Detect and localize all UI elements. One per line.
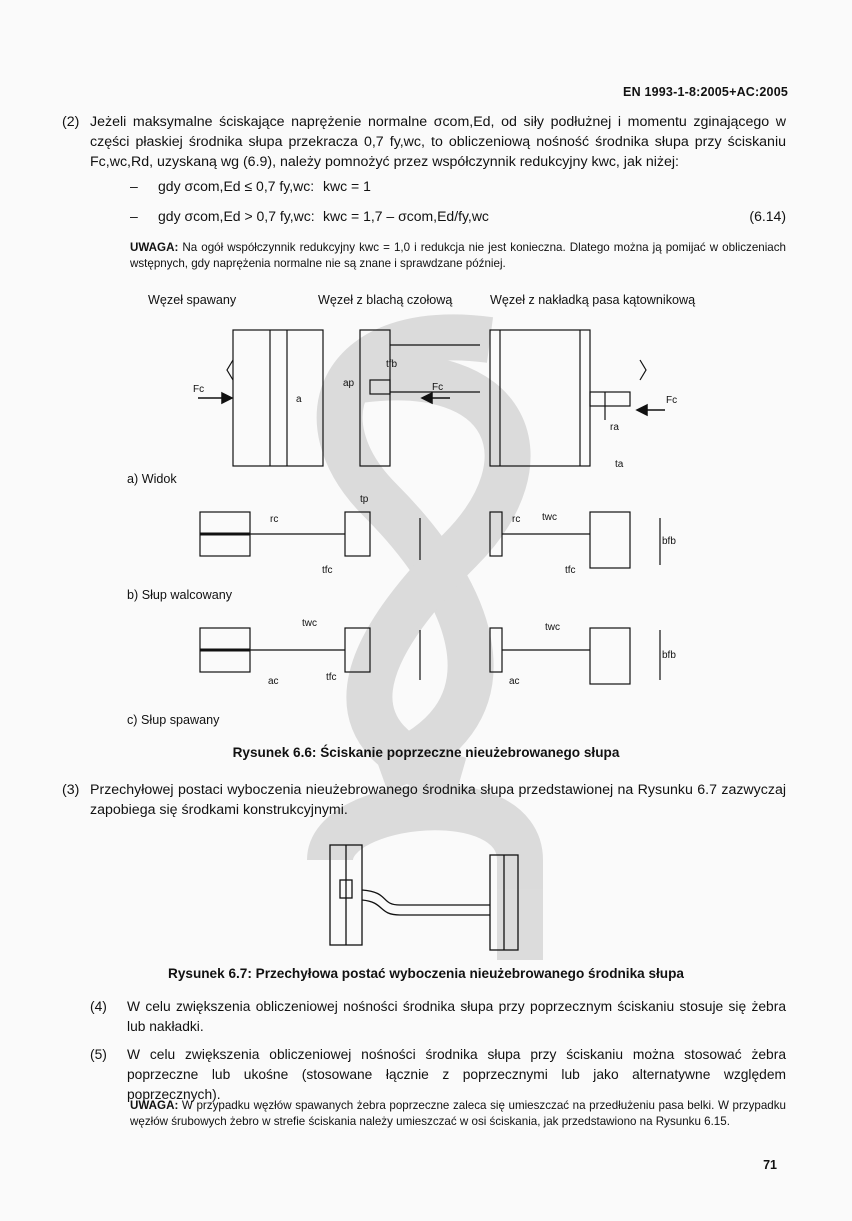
fig66-col-endplate: Węzeł z blachą czołową bbox=[318, 293, 453, 307]
label-ac-2: ac bbox=[509, 676, 520, 687]
label-tp: tp bbox=[360, 494, 369, 505]
label-bfb: bfb bbox=[662, 536, 676, 547]
figure-6-7-caption: Rysunek 6.7: Przechyłowa postać wyboczenia nieużebrowanego środnika słupa bbox=[168, 966, 684, 981]
condition-2: gdy σcom,Ed > 0,7 fy,wc: bbox=[158, 208, 315, 224]
fig66-row-c: c) Słup spawany bbox=[127, 713, 220, 727]
label-rc: rc bbox=[270, 514, 279, 525]
label-tfc-2: tfc bbox=[565, 565, 576, 576]
note-label: UWAGA: bbox=[130, 241, 179, 254]
condition-2-dash: – bbox=[130, 208, 138, 224]
note-label: UWAGA: bbox=[130, 1099, 179, 1112]
fig66-row-b: b) Słup walcowany bbox=[127, 588, 232, 602]
label-Fc-3: Fc bbox=[666, 395, 678, 406]
label-tfc: tfc bbox=[322, 565, 333, 576]
paragraph-text: Jeżeli maksymalne ściskające naprężenie normalne σcom,Ed, od siły podłużnej i momentu zginającego w części płaskiej środnika słupa przekracza 0,7 fy,wc, to obliczeniową nośność środnika słupa przy ściskaniu Fc,wc,Rd, uzyskaną wg (6.9), należy pomnożyć przez współczynnik redukcyjny kwc, jak niżej: bbox=[90, 114, 786, 170]
paragraph-4 bbox=[90, 997, 786, 1037]
label-ra: ra bbox=[610, 422, 619, 433]
paragraph-5 bbox=[90, 1045, 786, 1105]
paragraph-text: Przechyłowej postaci wyboczenia nieużebrowanego środnika słupa przedstawionej na Rysunku 6.7 zazwyczaj zapobiega się środkami konstrukcyjnymi. bbox=[90, 782, 786, 818]
condition-1: gdy σcom,Ed ≤ 0,7 fy,wc: bbox=[158, 178, 315, 194]
label-twc-c: twc bbox=[302, 618, 317, 629]
condition-1-dash: – bbox=[130, 178, 138, 194]
equation-number: (6.14) bbox=[749, 208, 786, 224]
condition-1-value: kwc = 1 bbox=[323, 178, 371, 194]
paragraph-number: (2) bbox=[62, 114, 80, 130]
paragraph-text: W celu zwiększenia obliczeniowej nośności środnika słupa przy poprzecznym ściskaniu stosuje się żebra lub nakładki. bbox=[127, 999, 786, 1034]
paragraph-number: (5) bbox=[90, 1047, 107, 1062]
fig66-row-a: a) Widok bbox=[127, 472, 177, 486]
label-twc: twc bbox=[542, 512, 557, 523]
note-text: Na ogół współczynnik redukcyjny kwc = 1,0 i redukcja nie jest konieczna. Dlatego można ją pomijać w obliczeniach wstępnych, gdy naprężenia normalne nie są znane i sprawdzane później. bbox=[130, 241, 786, 270]
paragraph-text: W celu zwiększenia obliczeniowej nośności środnika słupa przy ściskaniu można stosować żebra poprzeczne lub ukośne (stosowane łącznie z poprzecznymi lub jako alternatywne względem poprzecznych). bbox=[127, 1047, 786, 1102]
fig66-col-angle-cleat: Węzeł z nakładką pasa kątownikową bbox=[490, 293, 696, 307]
label-Fc-1: Fc bbox=[193, 384, 205, 395]
figure-6-6-caption: Rysunek 6.6: Ściskanie poprzeczne nieużebrowanego słupa bbox=[232, 745, 620, 760]
label-rc-2: rc bbox=[512, 514, 521, 525]
note-text: W przypadku węzłów spawanych żebra poprzeczne zaleca się umieszczać na przedłużeniu pasa belki. W przypadku węzłów śrubowych żebro w strefie ściskania należy umieszczać w osi ściskania, jak przedstawiono na Rysunku 6.15. bbox=[130, 1099, 786, 1128]
document-header: EN 1993-1-8:2005+AC:2005 bbox=[623, 85, 788, 99]
label-ap: ap bbox=[343, 378, 355, 389]
condition-2-value: kwc = 1,7 – σcom,Ed/fy,wc bbox=[323, 208, 489, 224]
label-bfb-c: bfb bbox=[662, 650, 676, 661]
fig66-col-welded: Węzeł spawany bbox=[148, 293, 237, 307]
label-twc-c2: twc bbox=[545, 622, 560, 633]
label-a: a bbox=[296, 394, 302, 405]
page-number: 71 bbox=[763, 1158, 777, 1172]
note-2 bbox=[130, 1098, 786, 1130]
label-ta: ta bbox=[615, 459, 624, 470]
label-tfb: tfb bbox=[386, 359, 398, 370]
label-Fc-2: Fc bbox=[432, 382, 444, 393]
paragraph-number: (4) bbox=[90, 999, 107, 1014]
label-tfc-c: tfc bbox=[326, 672, 337, 683]
label-ac: ac bbox=[268, 676, 279, 687]
paragraph-number: (3) bbox=[62, 782, 80, 798]
